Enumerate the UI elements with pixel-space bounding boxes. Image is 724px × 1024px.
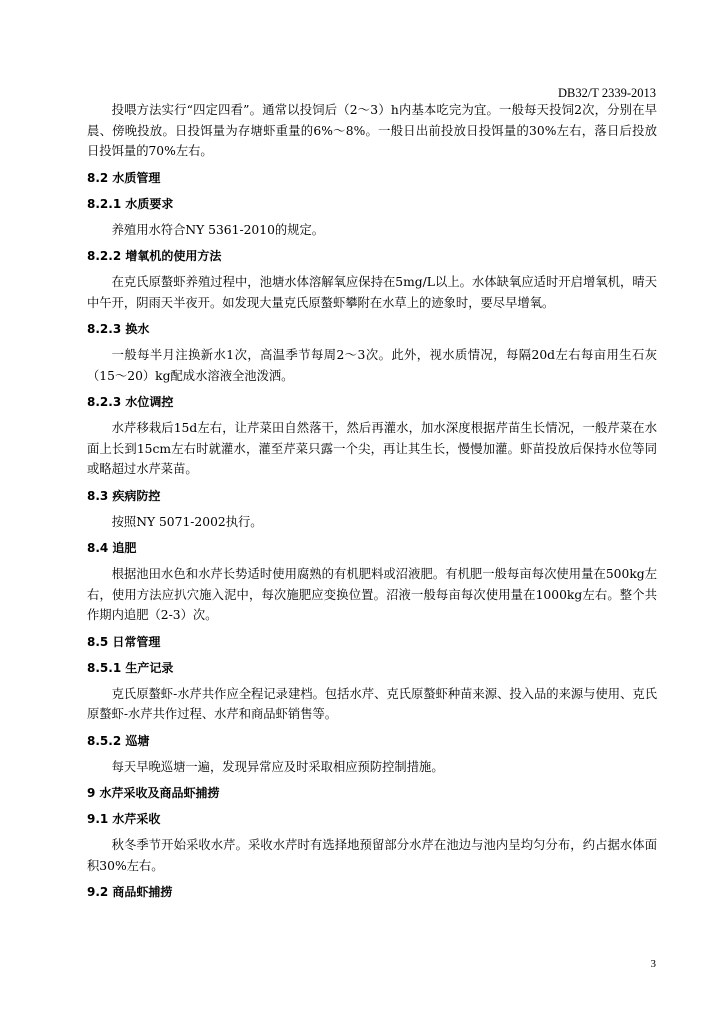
document-body — [87, 100, 657, 908]
paragraph-top-dressing: 根据池田水色和水芹长势适时使用腐熟的有机肥料或沼液肥。有机肥一般每亩每次使用量在500kg左右，使用方法应扒穴施入泥中，每次施肥应变换位置。沼液一般每亩每次使用量在1000kg左右。整个共作期内追肥（2-3）次。 — [87, 567, 657, 622]
heading-8-2-2: 8.2.2 增氧机的使用方法 — [87, 249, 222, 263]
heading-8-5-1: 8.5.1 生产记录 — [87, 660, 174, 675]
heading-9-2: 9.2 商品虾捕捞 — [87, 885, 173, 899]
heading-8-2-3-water-level: 8.2.3 水位调控 — [87, 395, 174, 409]
paragraph-aerator-usage: 在克氏原螯虾养殖过程中，池塘水体溶解氧应保持在5mg/L以上。水体缺氧应适时开启增氧机，晴天中午开，阴雨天半夜开。如发现大量克氏原螯虾攀附在水草上的迹象时，要尽早增氧。 — [87, 275, 657, 310]
heading-8-3: 8.3 疾病防控 — [87, 488, 161, 503]
paragraph-water-change: 一般每半月注换新水1次，高温季节每周2～3次。此外，视水质情况，每隔20d左右每亩用生石灰（15～20）kg配成水溶液全池泼洒。 — [87, 348, 657, 383]
heading-8-2-1: 8.2.1 水质要求 — [87, 196, 174, 211]
heading-9-1: 9.1 水芹采收 — [87, 812, 161, 826]
page-number: 3 — [650, 958, 656, 970]
paragraph-production-records: 克氏原螯虾-水芹共作应全程记录建档。包括水芹、克氏原螯虾种苗来源、投入品的来源与使用、克氏原螯虾-水芹共作过程、水芹和商品虾销售等。 — [87, 686, 657, 721]
paragraph-water-requirements: 养殖用水符合NY 5361-2010的规定。 — [111, 222, 325, 237]
paragraph-water-level: 水芹移栽后15d左右，让芹菜田自然落干，然后再灌水，加水深度根据芹苗生长情况，一般芹菜在水面上长到15cm左右时就灌水，灌至芹菜只露一个尖，再让其生长，慢慢加灌。虾苗投放后保持水位等同或略超过水芹菜苗。 — [87, 421, 657, 476]
heading-8-2: 8.2 水质管理 — [87, 170, 161, 185]
paragraph-disease-control: 按照NY 5071-2002执行。 — [111, 514, 263, 529]
heading-8-2-3-water-change: 8.2.3 换水 — [87, 322, 150, 336]
heading-9: 9 水芹采收及商品虾捕捞 — [87, 786, 220, 800]
paragraph-feeding-method: 投喂方法实行“四定四看”。通常以投饲后（2～3）h内基本吃完为宜。一般每天投饲2次，分别在早晨、傍晚投放。日投饵量为存塘虾重量的6%～8%。一般日出前投放日投饵量的30%左右，落日后投放日投饵量的70%左右。 — [87, 103, 657, 158]
paragraph-pond-patrol: 每天早晚巡塘一遍，发现异常应及时采取相应预防控制措施。 — [111, 759, 444, 774]
paragraph-celery-harvest: 秋冬季节开始采收水芹。采收水芹时有选择地预留部分水芹在池边与池内呈均匀分布，约占据水体面积30%左右。 — [87, 838, 657, 873]
heading-8-4: 8.4 追肥 — [87, 541, 137, 555]
heading-8-5-2: 8.5.2 巡塘 — [87, 733, 150, 748]
heading-8-5: 8.5 日常管理 — [87, 634, 161, 649]
standard-code: DB32/T 2339-2013 — [557, 86, 656, 100]
